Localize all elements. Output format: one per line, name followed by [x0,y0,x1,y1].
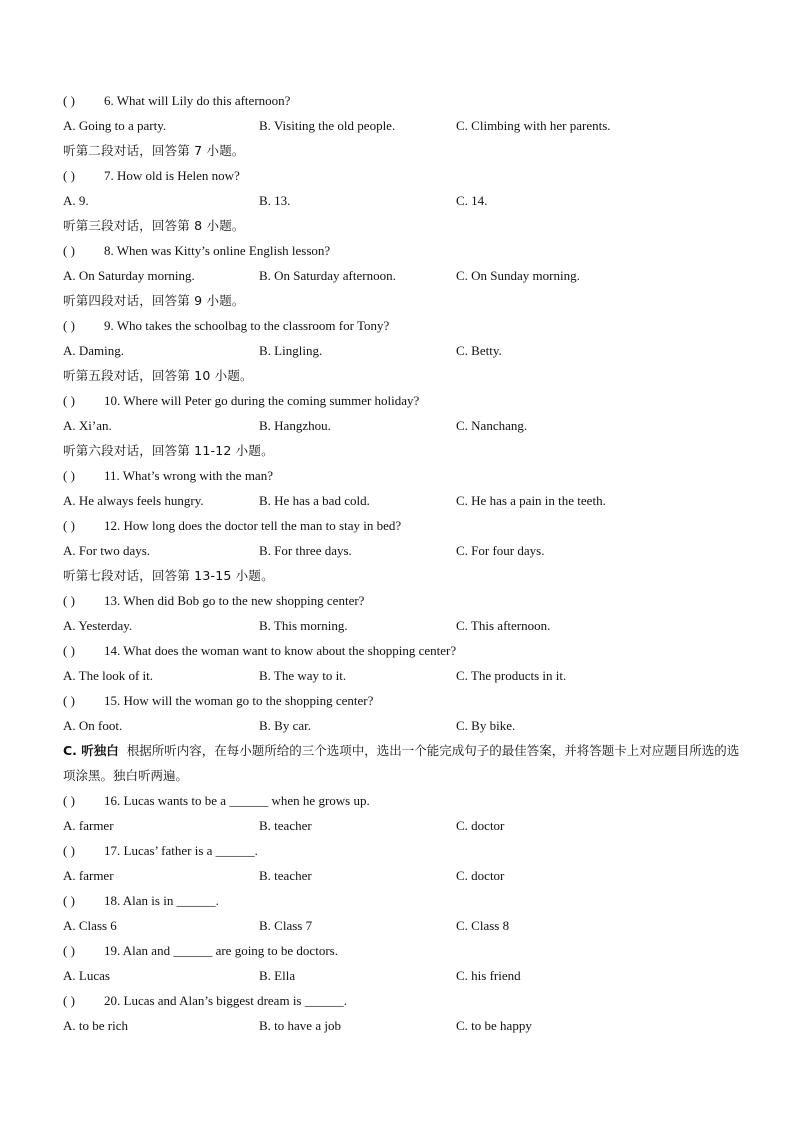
answer-blank: ( ) [63,943,75,958]
answer-blank: ( ) [63,643,75,658]
options-row [63,263,743,288]
options-row [63,613,743,638]
question-text: 8. When was Kitty’s online English lesson? [104,243,331,258]
section-instructions: 根据所听内容，在每小题所给的三个选项中，选出一个能完成句子的最佳答案，并将答题卡上对应题目所选的选项涂黑。独白听两遍。 [63,743,740,783]
option-b: B. Lingling. [259,343,323,358]
option-c: C. to be happy [456,1018,532,1033]
question-text: 19. Alan and ______ are going to be doctors. [104,943,338,958]
question-text: 12. How long does the doctor tell the man to stay in bed? [104,518,402,533]
answer-blank: ( ) [63,793,75,808]
option-c: C. Betty. [456,343,502,358]
question-text: 13. When did Bob go to the new shopping center? [104,593,365,608]
option-c: C. He has a pain in the teeth. [456,493,606,508]
option-c: C. Climbing with her parents. [456,118,611,133]
option-a: A. 9. [63,193,89,208]
option-a: A. farmer [63,868,114,883]
question-line [63,988,743,1013]
answer-blank: ( ) [63,893,75,908]
options-row [63,413,743,438]
option-b: B. teacher [259,818,312,833]
question-text: 17. Lucas’ father is a ______. [104,843,258,858]
section-instruction: 听第二段对话，回答第 7 小题。 [63,143,245,158]
option-c: C. This afternoon. [456,618,551,633]
answer-blank: ( ) [63,468,75,483]
options-row [63,713,743,738]
option-c: C. doctor [456,818,505,833]
option-b: B. Visiting the old people. [259,118,396,133]
question-line [63,888,743,913]
option-c: C. By bike. [456,718,516,733]
question-line [63,638,743,663]
option-c: C. his friend [456,968,521,983]
option-c: C. Class 8 [456,918,510,933]
option-a: A. to be rich [63,1018,128,1033]
option-a: A. Xi’an. [63,418,112,433]
option-b: B. On Saturday afternoon. [259,268,396,283]
section-instruction: 听第四段对话，回答第 9 小题。 [63,293,245,308]
options-row [63,813,743,838]
option-a: A. Daming. [63,343,125,358]
options-row [63,963,743,988]
option-c: C. 14. [456,193,488,208]
exam-page-content [63,88,743,1038]
question-line [63,313,743,338]
option-c: C. Nanchang. [456,418,528,433]
options-row [63,863,743,888]
question-line [63,238,743,263]
options-row [63,113,743,138]
answer-blank: ( ) [63,843,75,858]
question-text: 20. Lucas and Alan’s biggest dream is ______. [104,993,347,1008]
option-c: C. The products in it. [456,668,567,683]
option-a: A. Lucas [63,968,110,983]
question-text: 16. Lucas wants to be a ______ when he grows up. [104,793,370,808]
option-a: A. The look of it. [63,668,154,683]
question-line [63,588,743,613]
option-b: B. This morning. [259,618,348,633]
option-b: B. By car. [259,718,311,733]
question-text: 10. Where will Peter go during the coming summer holiday? [104,393,420,408]
options-row [63,538,743,563]
option-b: B. teacher [259,868,312,883]
question-line [63,838,743,863]
option-a: A. Class 6 [63,918,117,933]
option-b: B. Hangzhou. [259,418,331,433]
question-line [63,163,743,188]
answer-blank: ( ) [63,393,75,408]
answer-blank: ( ) [63,693,75,708]
option-a: A. farmer [63,818,114,833]
answer-blank: ( ) [63,993,75,1008]
option-a: A. On Saturday morning. [63,268,195,283]
answer-blank: ( ) [63,93,75,108]
section-label: C. 听独白 [63,743,119,758]
answer-blank: ( ) [63,518,75,533]
question-line [63,463,743,488]
section-header [63,738,743,788]
options-row [63,1013,743,1038]
options-row [63,663,743,688]
options-row [63,338,743,363]
question-text: 6. What will Lily do this afternoon? [104,93,291,108]
option-c: C. doctor [456,868,505,883]
options-row [63,488,743,513]
question-text: 15. How will the woman go to the shopping center? [104,693,374,708]
answer-blank: ( ) [63,168,75,183]
option-a: A. For two days. [63,543,151,558]
option-a: A. On foot. [63,718,123,733]
question-text: 18. Alan is in ______. [104,893,219,908]
option-b: B. The way to it. [259,668,347,683]
section-instruction: 听第七段对话，回答第 13-15 小题。 [63,568,274,583]
question-line [63,938,743,963]
option-b: B. to have a job [259,1018,341,1033]
question-line [63,788,743,813]
answer-blank: ( ) [63,243,75,258]
option-c: C. For four days. [456,543,545,558]
question-line [63,88,743,113]
question-text: 14. What does the woman want to know about the shopping center? [104,643,457,658]
question-line [63,388,743,413]
option-a: A. Yesterday. [63,618,133,633]
option-b: B. Ella [259,968,296,983]
option-b: B. 13. [259,193,291,208]
option-a: A. He always feels hungry. [63,493,204,508]
section-instruction: 听第六段对话，回答第 11-12 小题。 [63,443,274,458]
question-text: 11. What’s wrong with the man? [104,468,273,483]
question-text: 9. Who takes the schoolbag to the classroom for Tony? [104,318,390,333]
option-c: C. On Sunday morning. [456,268,580,283]
option-a: A. Going to a party. [63,118,167,133]
options-row [63,188,743,213]
option-b: B. Class 7 [259,918,313,933]
question-text: 7. How old is Helen now? [104,168,240,183]
question-line [63,688,743,713]
option-b: B. For three days. [259,543,352,558]
option-b: B. He has a bad cold. [259,493,370,508]
options-row [63,913,743,938]
section-instruction: 听第五段对话，回答第 10 小题。 [63,368,253,383]
answer-blank: ( ) [63,318,75,333]
answer-blank: ( ) [63,593,75,608]
question-line [63,513,743,538]
section-instruction: 听第三段对话，回答第 8 小题。 [63,218,245,233]
